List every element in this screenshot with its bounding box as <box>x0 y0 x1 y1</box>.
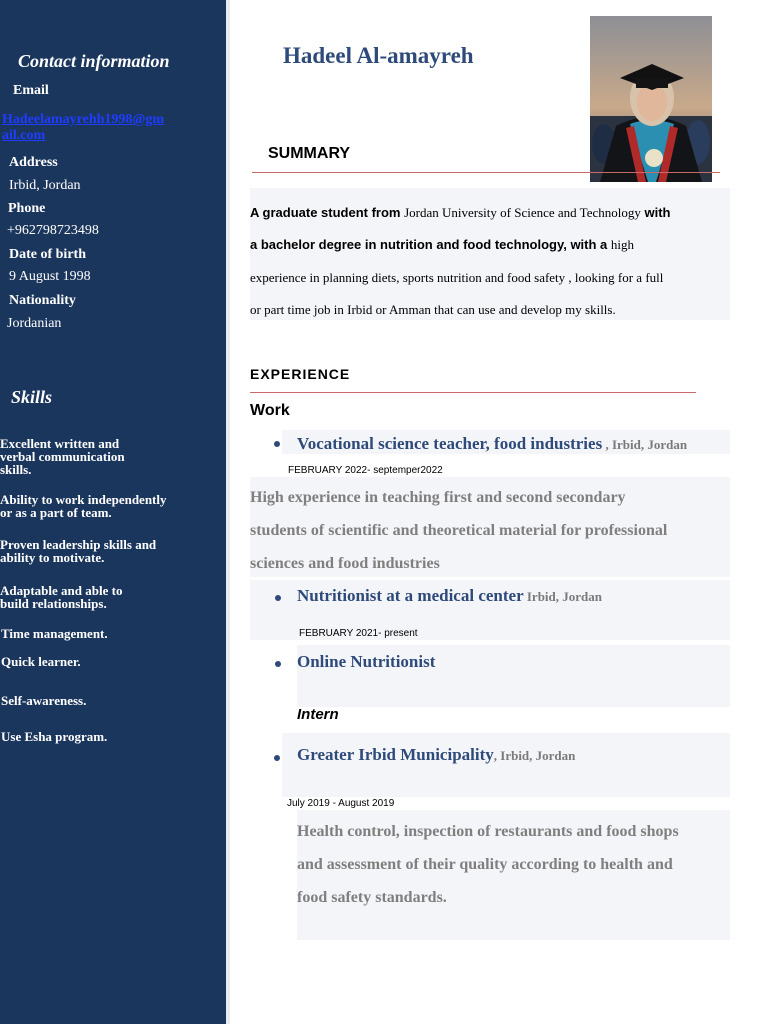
job-1-dates: FEBRUARY 2022- septemper2022 <box>288 465 443 476</box>
summary-line-1: A graduate student from Jordan University of Science and Technology with <box>250 205 671 220</box>
intern-heading: Intern <box>297 706 339 723</box>
nationality-label: Nationality <box>9 293 76 308</box>
dob-label: Date of birth <box>9 247 86 262</box>
intern-desc-line: food safety standards. <box>297 889 447 906</box>
skills-heading: Skills <box>11 387 53 407</box>
experience-title: EXPERIENCE <box>250 366 351 382</box>
job-2-dates: FEBRUARY 2021- present <box>299 628 418 639</box>
email-link[interactable] <box>2 112 222 144</box>
experience-rule <box>250 392 696 393</box>
intern-heading-line <box>297 745 575 765</box>
job-1-title: Vocational science teacher, food industries <box>297 434 603 453</box>
intern-location: , Irbid, Jordan <box>493 748 576 763</box>
bullet-icon <box>275 661 281 667</box>
job-3-title: Online Nutritionist <box>297 652 436 671</box>
email-line-1: Hadeelamayrehh1998@gm <box>2 112 165 127</box>
bullet-icon <box>275 595 281 601</box>
job-2-location: Irbid, Jordan <box>523 589 603 604</box>
skill-item: Ability to work independently or as a part of team. <box>0 492 167 520</box>
candidate-name: Hadeel Al-amayreh <box>283 43 474 68</box>
phone-value: +962798723498 <box>7 223 99 238</box>
summary-title: SUMMARY <box>268 145 351 162</box>
skill-item: Excellent written and verbal communication skills. <box>0 436 125 477</box>
intern-desc-line: Health control, inspection of restaurants and food shops <box>297 823 679 840</box>
sidebar <box>0 0 226 1024</box>
email-label: Email <box>13 83 49 98</box>
sidebar-divider <box>226 0 230 1024</box>
work-heading: Work <box>250 402 290 419</box>
job-1-location: , Irbid, Jordan <box>602 437 688 452</box>
summary-line-3: experience in planning diets, sports nutrition and food safety , looking for a full <box>250 270 664 285</box>
bullet-icon <box>274 441 280 447</box>
skill-item: Time management. <box>1 626 108 641</box>
address-label: Address <box>9 155 58 170</box>
intern-dates: July 2019 - August 2019 <box>287 798 395 809</box>
job-2-heading <box>297 586 602 606</box>
skill-item: Use Esha program. <box>1 729 108 744</box>
summary-line-2: a bachelor degree in nutrition and food technology, with a high <box>250 237 635 252</box>
profile-photo <box>590 16 712 182</box>
skill-item: Self-awareness. <box>1 693 87 708</box>
summary-rule <box>252 172 720 173</box>
job-1-heading <box>297 434 687 454</box>
job-1-desc-line: sciences and food industries <box>250 555 440 572</box>
contact-heading: Contact information <box>18 51 170 71</box>
skill-item: Quick learner. <box>1 654 81 669</box>
nationality-value: Jordanian <box>7 316 62 331</box>
intern-title: Greater Irbid Municipality <box>297 745 494 764</box>
address-value: Irbid, Jordan <box>9 178 81 193</box>
intern-desc-line: and assessment of their quality according to health and <box>297 856 673 873</box>
summary-line-4: or part time job in Irbid or Amman that can use and develop my skills. <box>250 302 616 317</box>
dob-value: 9 August 1998 <box>9 269 91 284</box>
skill-item: Proven leadership skills and ability to motivate. <box>0 537 157 565</box>
job-1-desc-line: High experience in teaching first and second secondary <box>250 489 626 506</box>
intern-panel <box>282 733 730 797</box>
skill-item: Adaptable and able to build relationships. <box>0 583 123 611</box>
bullet-icon <box>274 755 280 761</box>
phone-label: Phone <box>8 201 46 216</box>
email-line-2: ail.com <box>2 128 46 143</box>
job-2-title: Nutritionist at a medical center <box>297 586 524 605</box>
job-1-desc-line: students of scientific and theoretical material for professional <box>250 522 668 539</box>
